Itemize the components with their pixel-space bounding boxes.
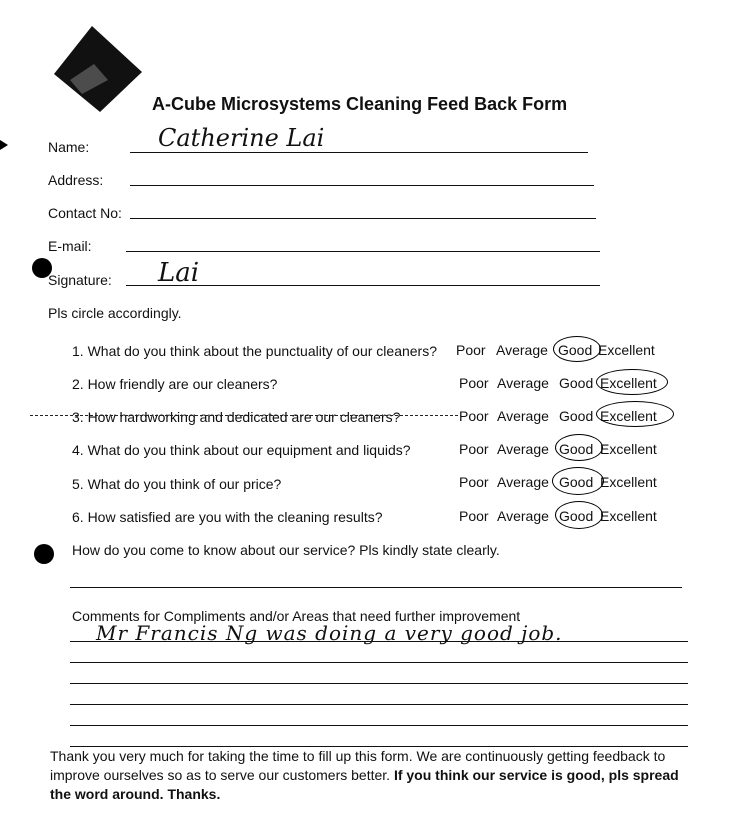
q5-option-excellent[interactable]: Excellent bbox=[600, 474, 657, 490]
question-5: 5. What do you think of our price? bbox=[72, 476, 282, 492]
q1-option-poor[interactable]: Poor bbox=[456, 342, 486, 358]
comment-line-1[interactable] bbox=[70, 641, 688, 642]
q4-option-excellent[interactable]: Excellent bbox=[600, 441, 657, 457]
q6-option-average[interactable]: Average bbox=[497, 508, 549, 524]
name-field-line[interactable] bbox=[130, 152, 588, 153]
know-about-line[interactable] bbox=[70, 587, 682, 588]
form-title: A-Cube Microsystems Cleaning Feed Back Form bbox=[152, 94, 568, 114]
question-6: 6. How satisfied are you with the cleaning results? bbox=[72, 509, 383, 525]
company-logo bbox=[50, 24, 146, 114]
contact-label: Contact No: bbox=[48, 205, 122, 221]
comment-line-3[interactable] bbox=[70, 683, 688, 684]
q5-option-good[interactable]: Good bbox=[559, 474, 594, 490]
question-4: 4. What do you think about our equipment and liquids? bbox=[72, 442, 411, 458]
q4-option-poor[interactable]: Poor bbox=[459, 441, 489, 457]
q5-option-average[interactable]: Average bbox=[497, 474, 549, 490]
q6-selection-circle bbox=[555, 501, 603, 529]
q2-option-excellent[interactable]: Excellent bbox=[600, 375, 657, 391]
q3-option-average[interactable]: Average bbox=[497, 408, 549, 424]
footer-note bbox=[50, 747, 700, 804]
footer-bold-text: If you think our service is good, pls spread the word around. Thanks. bbox=[50, 767, 679, 802]
q6-option-excellent[interactable]: Excellent bbox=[600, 508, 657, 524]
q1-option-good[interactable]: Good bbox=[558, 342, 593, 358]
q2-option-average[interactable]: Average bbox=[497, 375, 549, 391]
signature-label: Signature: bbox=[48, 272, 112, 288]
q2-selection-circle bbox=[596, 369, 668, 395]
address-label: Address: bbox=[48, 172, 104, 188]
q3-option-good[interactable]: Good bbox=[559, 408, 594, 424]
q5-selection-circle bbox=[552, 467, 604, 495]
comment-handwritten: Mr Francis Ng was doing a very good job. bbox=[96, 621, 563, 645]
comment-line-4[interactable] bbox=[70, 704, 688, 705]
q3-strike-line bbox=[30, 415, 458, 416]
instruction-text: Pls circle accordingly. bbox=[48, 305, 182, 321]
q2-option-good[interactable]: Good bbox=[559, 375, 594, 391]
question-2: 2. How friendly are our cleaners? bbox=[72, 376, 278, 392]
q1-selection-circle bbox=[553, 336, 601, 362]
name-label: Name: bbox=[48, 139, 90, 155]
contact-field-line[interactable] bbox=[130, 218, 596, 219]
comment-line-2[interactable] bbox=[70, 662, 688, 663]
signature-handwritten: Lai bbox=[158, 258, 200, 288]
q1-option-average[interactable]: Average bbox=[496, 342, 548, 358]
q4-option-average[interactable]: Average bbox=[497, 441, 549, 457]
footer-text: Thank you very much for taking the time to fill up this form. We are continuously getting feedback to improve ourselves so as to serve our customers better. bbox=[50, 748, 666, 783]
margin-mark bbox=[0, 140, 8, 150]
email-label: E-mail: bbox=[48, 238, 92, 254]
punch-hole-2 bbox=[34, 544, 54, 564]
q3-selection-circle bbox=[596, 401, 674, 427]
question-3: 3. How hardworking and dedicated are our cleaners? bbox=[72, 409, 401, 425]
q3-option-poor[interactable]: Poor bbox=[459, 408, 489, 424]
name-handwritten: Catherine Lai bbox=[158, 124, 325, 152]
q5-option-poor[interactable]: Poor bbox=[459, 474, 489, 490]
email-field-line[interactable] bbox=[126, 251, 600, 252]
q1-option-excellent[interactable]: Excellent bbox=[598, 342, 655, 358]
q6-option-poor[interactable]: Poor bbox=[459, 508, 489, 524]
know-about-question: How do you come to know about our service? Pls kindly state clearly. bbox=[72, 542, 500, 558]
address-field-line[interactable] bbox=[130, 185, 594, 186]
q2-option-poor[interactable]: Poor bbox=[459, 375, 489, 391]
q6-option-good[interactable]: Good bbox=[559, 508, 594, 524]
q4-option-good[interactable]: Good bbox=[559, 441, 594, 457]
comment-line-5[interactable] bbox=[70, 725, 688, 726]
comments-label: Comments for Compliments and/or Areas that need further improvement bbox=[72, 608, 521, 624]
q3-option-excellent[interactable]: Excellent bbox=[600, 408, 657, 424]
q4-selection-circle bbox=[555, 434, 603, 461]
question-1: 1. What do you think about the punctuality of our cleaners? bbox=[72, 343, 438, 359]
